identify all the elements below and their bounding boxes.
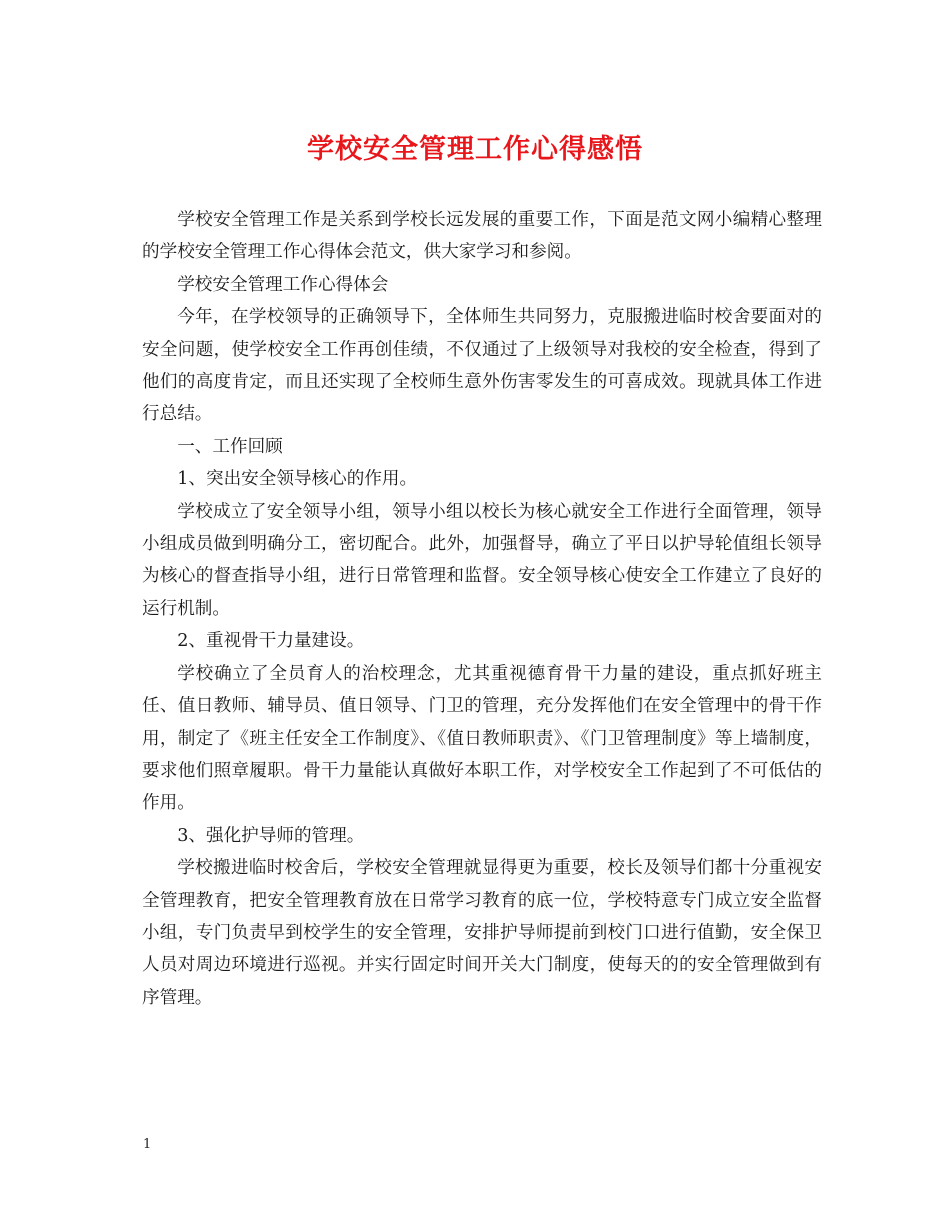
document-body [142, 204, 822, 1014]
document-title: 学校安全管理工作心得感悟 [307, 134, 643, 165]
paragraph-item-1: 学校成立了安全领导小组，领导小组以校长为核心就安全工作进行全面管理，领导小组成员做到明确分工，密切配合。此外，加强督导，确立了平日以护导轮值组长领导为核心的督查指导小组，进行日常管理和监督。安全领导核心使安全工作建立了良好的运行机制。 [142, 501, 822, 619]
item-heading-2: 2、重视骨干力量建设。 [177, 631, 365, 652]
page-number: 1 [143, 1137, 152, 1152]
section-heading-review: 一、工作回顾 [177, 436, 283, 457]
paragraph-intro: 学校安全管理工作是关系到学校长远发展的重要工作，下面是范文网小编精心整理的学校安全管理工作心得体会范文，供大家学习和参阅。 [142, 210, 822, 263]
paragraph-subtitle: 学校安全管理工作心得体会 [177, 274, 389, 295]
paragraph-summary: 今年，在学校领导的正确领导下，全体师生共同努力，克服搬进临时校舍要面对的安全问题，使学校安全工作再创佳绩，不仅通过了上级领导对我校的安全检查，得到了他们的高度肯定，而且还实现了全校师生意外伤害零发生的可喜成效。现就具体工作进行总结。 [142, 307, 822, 425]
item-heading-3: 3、强化护导师的管理。 [177, 825, 365, 846]
paragraph-item-2: 学校确立了全员育人的治校理念，尤其重视德育骨干力量的建设，重点抓好班主任、值日教师、辅导员、值日领导、门卫的管理，充分发挥他们在安全管理中的骨干作用，制定了《班主任安全工作制度》、《值日教师职责》、《门卫管理制度》等上墙制度，要求他们照章履职。骨干力量能认真做好本职工作，对学校安全工作起到了不可低估的作用。 [142, 663, 822, 814]
paragraph-item-3: 学校搬进临时校舍后，学校安全管理就显得更为重要，校长及领导们都十分重视安全管理教育，把安全管理教育放在日常学习教育的底一位，学校特意专门成立安全监督小组，专门负责早到校学生的安全管理，安排护导师提前到校门口进行值勤，安全保卫人员对周边环境进行巡视。并实行固定时间开关大门制度，使每天的的安全管理做到有序管理。 [142, 858, 822, 1008]
item-heading-1: 1、突出安全领导核心的作用。 [177, 469, 418, 490]
